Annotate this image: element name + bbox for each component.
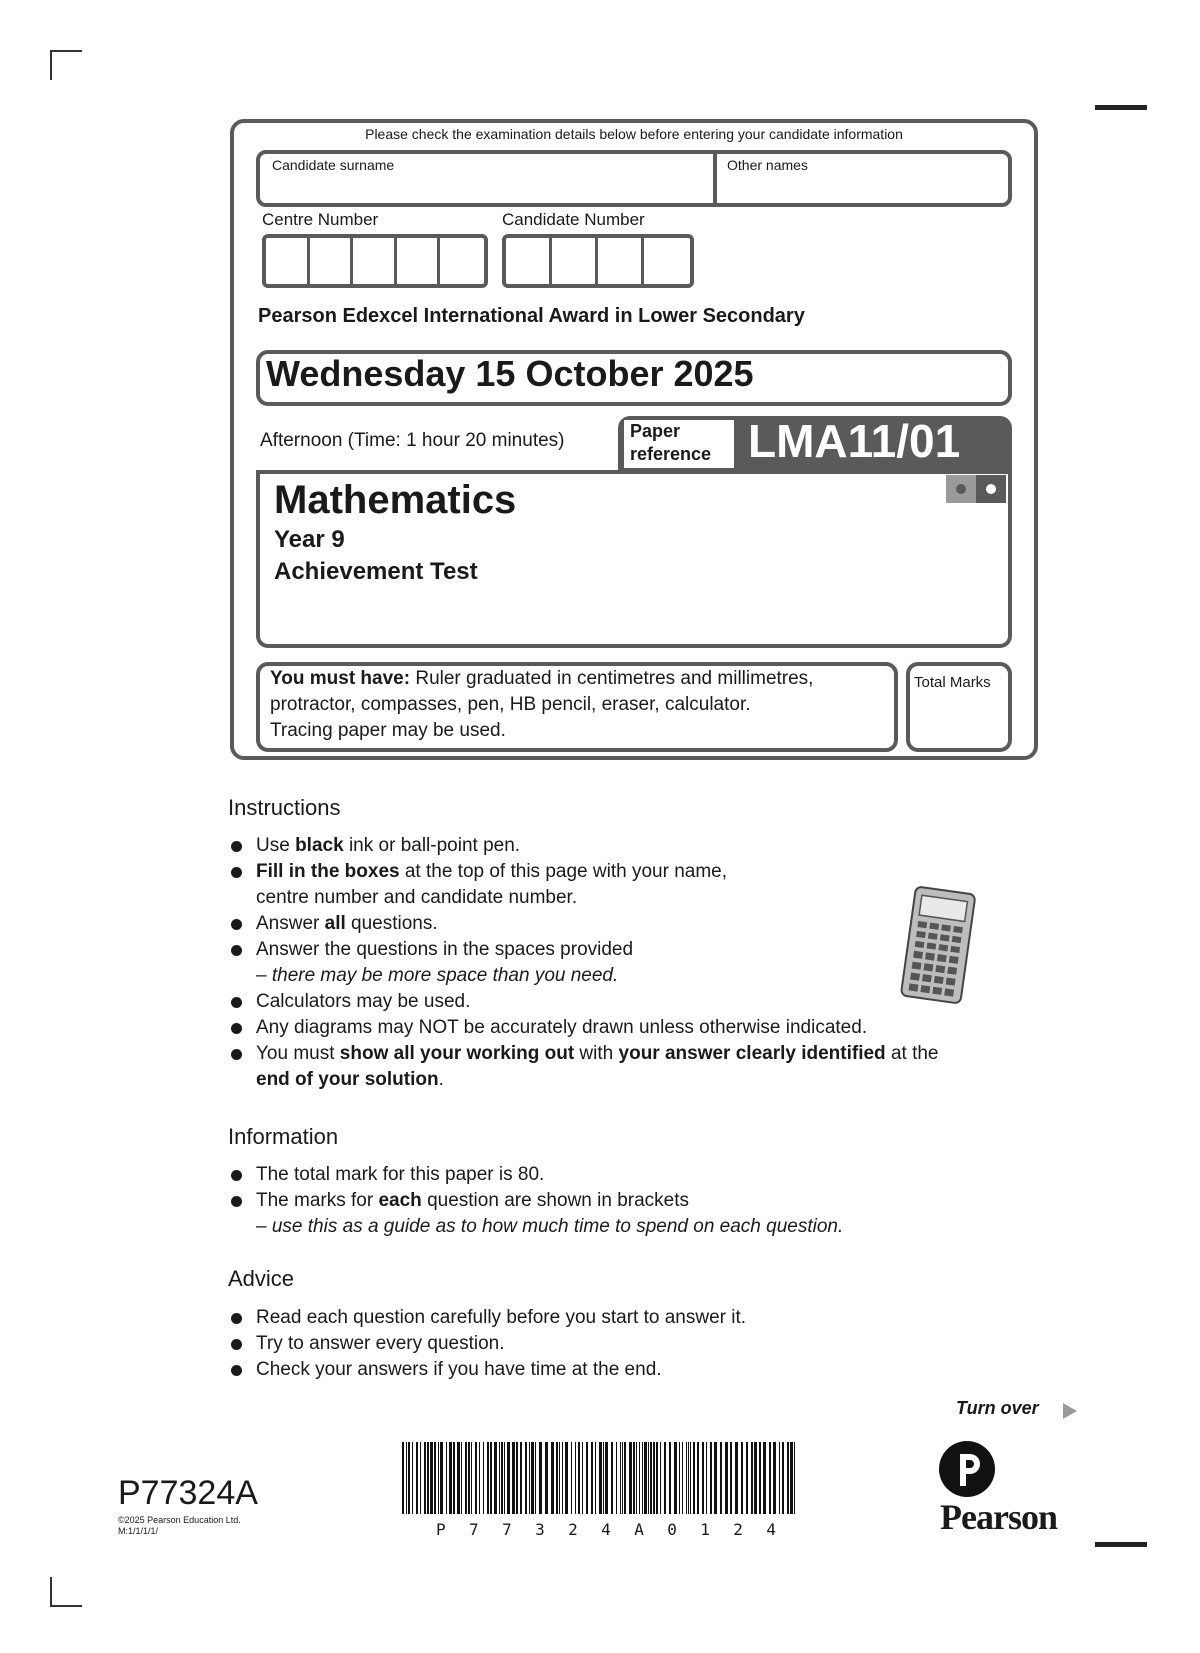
digit-box[interactable] <box>644 238 690 284</box>
barcode-bar <box>591 1442 593 1514</box>
barcode-bar <box>741 1442 743 1514</box>
barcode-bar <box>690 1442 691 1514</box>
paper-code: P77324A <box>118 1474 258 1512</box>
subject-title: Mathematics <box>274 478 517 522</box>
barcode-bar <box>656 1442 658 1514</box>
barcode-bar <box>539 1442 542 1514</box>
barcode-bar <box>507 1442 510 1514</box>
digit-box[interactable] <box>506 238 552 284</box>
barcode-bar <box>420 1442 421 1514</box>
barcode-bar <box>453 1442 455 1514</box>
barcode-bar <box>679 1442 680 1514</box>
barcode-bar <box>475 1442 477 1514</box>
list-item: Fill in the boxes at the top of this page with your name, centre number and candidate number. <box>228 859 1028 911</box>
list-item: Calculators may be used. <box>228 989 1028 1015</box>
barcode-bar <box>653 1442 655 1514</box>
barcode-bar <box>682 1442 683 1514</box>
barcode-bar <box>501 1442 503 1514</box>
barcode-bar <box>746 1442 748 1514</box>
exam-session: Afternoon (Time: 1 hour 20 minutes) <box>260 430 565 451</box>
barcode-bar <box>427 1442 429 1514</box>
paper-reference-label: Paper reference <box>624 420 734 468</box>
barcode-bar <box>710 1442 712 1514</box>
barcode <box>400 1442 800 1528</box>
paper-reference-code: LMA11/01 <box>748 415 961 467</box>
barcode-bar <box>669 1442 671 1514</box>
instructions-heading: Instructions <box>228 795 341 820</box>
barcode-bar <box>461 1442 462 1514</box>
barcode-bar <box>763 1442 766 1514</box>
barcode-bar <box>586 1442 588 1514</box>
barcode-bar <box>622 1442 623 1514</box>
barcode-bar <box>611 1442 613 1514</box>
list-item: Try to answer every question. <box>228 1331 1028 1357</box>
barcode-bar <box>725 1442 728 1514</box>
barcode-bar <box>402 1442 404 1514</box>
barcode-digit: 4 <box>766 1520 776 1539</box>
barcode-bar <box>650 1442 652 1514</box>
barcode-bar <box>702 1442 704 1514</box>
barcode-bar <box>578 1442 580 1514</box>
barcode-bar <box>697 1442 699 1514</box>
barcode-bar <box>499 1442 500 1514</box>
edge-bar <box>1095 1542 1147 1547</box>
list-item: Answer the questions in the spaces provided – there may be more space than you need. <box>228 937 1028 989</box>
centre-number-field[interactable] <box>262 234 488 288</box>
barcode-digit: 4 <box>601 1520 611 1539</box>
barcode-bar <box>674 1442 677 1514</box>
barcode-digit: 7 <box>469 1520 479 1539</box>
barcode-bar <box>529 1442 530 1514</box>
candidate-surname-label: Candidate surname <box>272 157 395 173</box>
barcode-bar <box>430 1442 433 1514</box>
barcode-bar <box>603 1442 604 1514</box>
barcode-bar <box>759 1442 761 1514</box>
barcode-bar <box>457 1442 460 1514</box>
barcode-digit: P <box>436 1520 446 1539</box>
barcode-bar <box>531 1442 534 1514</box>
list-item: Read each question carefully before you start to answer it. <box>228 1305 1028 1331</box>
barcode-bar <box>449 1442 452 1514</box>
barcode-bar <box>616 1442 617 1514</box>
digit-box[interactable] <box>598 238 644 284</box>
award-title: Pearson Edexcel International Award in Lower Secondary <box>258 305 805 327</box>
barcode-bar <box>465 1442 467 1514</box>
edge-bar <box>1095 105 1147 110</box>
publisher-name: Pearson <box>940 1497 1057 1537</box>
crop-mark <box>50 1577 52 1607</box>
year-label: Year 9 <box>274 526 345 553</box>
barcode-digit: 2 <box>568 1520 578 1539</box>
digit-box[interactable] <box>552 238 598 284</box>
digit-box[interactable] <box>310 238 354 284</box>
barcode-bar <box>782 1442 784 1514</box>
check-notice: Please check the examination details below before entering your candidate information <box>365 126 903 142</box>
barcode-digit: 7 <box>502 1520 512 1539</box>
barcode-bar <box>706 1442 707 1514</box>
digit-box[interactable] <box>397 238 441 284</box>
barcode-bar <box>660 1442 661 1514</box>
barcode-bar <box>779 1442 780 1514</box>
barcode-bar <box>483 1442 484 1514</box>
barcode-bar <box>751 1442 753 1514</box>
barcode-bar <box>582 1442 583 1514</box>
information-list <box>228 1162 1028 1240</box>
barcode-bar <box>720 1442 722 1514</box>
name-divider <box>713 150 717 207</box>
barcode-bar <box>599 1442 602 1514</box>
barcode-bar <box>487 1442 489 1514</box>
barcode-bar <box>644 1442 647 1514</box>
barcode-digit: 1 <box>700 1520 710 1539</box>
digit-box[interactable] <box>353 238 397 284</box>
barcode-bar <box>479 1442 480 1514</box>
barcode-bar <box>551 1442 554 1514</box>
list-item: You must show all your working out with your answer clearly identified at the end of your solution. <box>228 1041 1028 1093</box>
list-item: Any diagrams may NOT be accurately drawn unless otherwise indicated. <box>228 1015 1028 1041</box>
barcode-bar <box>512 1442 515 1514</box>
advice-list <box>228 1305 1028 1383</box>
information-heading: Information <box>228 1124 339 1149</box>
barcode-bar <box>686 1442 687 1514</box>
other-names-label: Other names <box>727 157 808 173</box>
barcode-bar <box>559 1442 560 1514</box>
list-item: The marks for each question are shown in brackets – use this as a guide as to how much time to spend on each question. <box>228 1188 1028 1240</box>
barcode-bar <box>468 1442 470 1514</box>
digit-box[interactable] <box>266 238 310 284</box>
barcode-bar <box>520 1442 522 1514</box>
candidate-number-label: Candidate Number <box>502 210 645 229</box>
turn-over-arrow-icon <box>1062 1402 1078 1420</box>
barcode-bar <box>730 1442 732 1514</box>
barcode-bar <box>516 1442 518 1514</box>
must-have-text: You must have: Ruler graduated in centimetres and millimetres, protractor, compasses, pen, HB pencil, eraser, calculator. Tracing paper may be used. <box>270 668 814 741</box>
list-item: Use black ink or ball-point pen. <box>228 833 1028 859</box>
barcode-bar <box>688 1442 689 1514</box>
barcode-bar <box>648 1442 649 1514</box>
total-marks-label: Total Marks <box>914 674 991 691</box>
candidate-number-field[interactable] <box>502 234 694 288</box>
barcode-bar <box>605 1442 608 1514</box>
barcode-bar <box>624 1442 626 1514</box>
test-name: Achievement Test <box>274 558 478 585</box>
barcode-digit: 0 <box>667 1520 677 1539</box>
advice-heading: Advice <box>228 1266 295 1291</box>
barcode-bar <box>787 1442 789 1514</box>
calculator-icon <box>898 886 978 1006</box>
list-item: Answer all questions. <box>228 911 1028 937</box>
barcode-bar <box>424 1442 426 1514</box>
list-item: Check your answers if you have time at the end. <box>228 1357 1028 1383</box>
barcode-bar <box>406 1442 407 1514</box>
list-item: The total mark for this paper is 80. <box>228 1162 1028 1188</box>
barcode-bar <box>629 1442 632 1514</box>
barcode-bar <box>412 1442 413 1514</box>
barcode-bar <box>565 1442 568 1514</box>
barcode-bar <box>471 1442 472 1514</box>
barcode-bar <box>438 1442 439 1514</box>
barcode-bar <box>571 1442 572 1514</box>
barcode-bar <box>556 1442 558 1514</box>
barcode-bar <box>575 1442 576 1514</box>
barcode-bar <box>434 1442 436 1514</box>
barcode-bar <box>664 1442 666 1514</box>
barcode-digits <box>436 1520 776 1539</box>
barcode-digit: A <box>634 1520 644 1539</box>
barcode-bar <box>446 1442 447 1514</box>
barcode-bar <box>525 1442 527 1514</box>
pearson-logo <box>938 1440 996 1498</box>
barcode-bar <box>504 1442 505 1514</box>
crop-mark <box>50 50 52 80</box>
crop-mark <box>50 50 82 52</box>
digit-box[interactable] <box>440 238 484 284</box>
barcode-bar <box>639 1442 640 1514</box>
barcode-digit: 3 <box>535 1520 545 1539</box>
barcode-bar <box>754 1442 757 1514</box>
barcode-digit: 2 <box>733 1520 743 1539</box>
barcode-bar <box>440 1442 443 1514</box>
barcode-bar <box>620 1442 621 1514</box>
barcode-bar <box>693 1442 695 1514</box>
barcode-bar <box>562 1442 563 1514</box>
barcode-bar <box>535 1442 536 1514</box>
barcode-bar <box>494 1442 497 1514</box>
barcode-bar <box>595 1442 596 1514</box>
barcode-bar <box>794 1442 795 1514</box>
barcode-bar <box>636 1442 637 1514</box>
crop-mark <box>50 1605 82 1607</box>
barcode-bar <box>714 1442 717 1514</box>
copyright: ©2025 Pearson Education Ltd. M:1/1/1/1/ <box>118 1515 241 1536</box>
barcode-bar <box>408 1442 410 1514</box>
dot-marker <box>946 475 976 503</box>
barcode-bar <box>735 1442 738 1514</box>
barcode-bar <box>545 1442 548 1514</box>
barcode-bar <box>490 1442 492 1514</box>
barcode-bar <box>773 1442 776 1514</box>
barcode-bar <box>790 1442 793 1514</box>
turn-over-label: Turn over <box>956 1398 1039 1418</box>
barcode-bar <box>642 1442 643 1514</box>
barcode-bar <box>633 1442 635 1514</box>
barcode-bar <box>769 1442 771 1514</box>
dot-marker <box>976 475 1006 503</box>
exam-date: Wednesday 15 October 2025 <box>266 353 754 394</box>
centre-number-label: Centre Number <box>262 210 379 229</box>
barcode-bar <box>416 1442 418 1514</box>
